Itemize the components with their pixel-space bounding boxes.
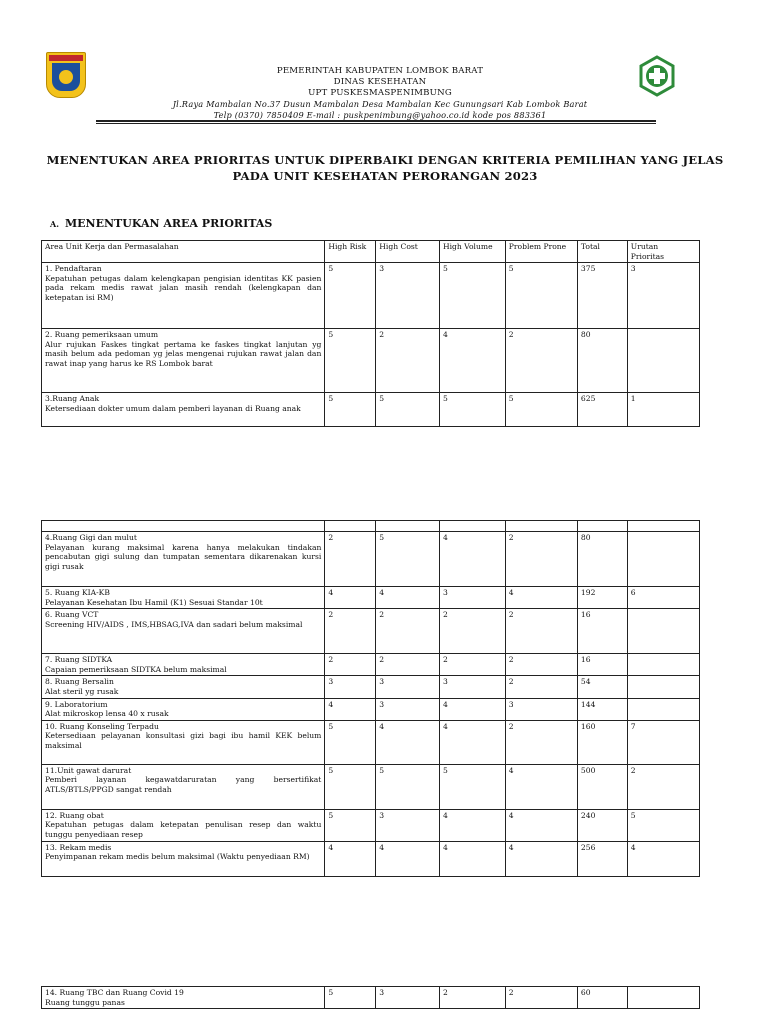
area-problem: Ketersediaan pelayanan konsultasi gizi bagi ibu hamil KEK belum maksimal — [45, 731, 322, 750]
letterhead-rule-thin — [96, 123, 656, 124]
high-risk-cell: 5 — [325, 720, 376, 764]
total-cell: 54 — [577, 676, 627, 698]
total-cell: 500 — [577, 764, 627, 809]
problem-prone-cell: 5 — [505, 393, 577, 427]
table-header-row — [42, 241, 700, 263]
total-cell: 160 — [577, 720, 627, 764]
problem-prone-cell: 4 — [505, 809, 577, 841]
priority-rank-cell: 2 — [627, 764, 699, 809]
letterhead — [0, 0, 768, 130]
high-volume-cell: 2 — [439, 609, 505, 654]
total-cell: 80 — [577, 532, 627, 587]
header-urutan-2: Prioritas — [630, 251, 665, 261]
total-cell: 80 — [577, 329, 627, 393]
problem-prone-cell: 2 — [505, 987, 577, 1009]
total-cell: 256 — [577, 841, 627, 876]
priority-table-page-1 — [41, 240, 700, 427]
area-cell — [42, 263, 325, 329]
table-row — [42, 393, 700, 427]
title-line-2: PADA UNIT KESEHATAN PERORANGAN 2023 — [232, 169, 538, 183]
problem-prone-cell: 2 — [505, 329, 577, 393]
high-cost-cell: 3 — [376, 987, 440, 1009]
table-row — [42, 720, 700, 764]
high-risk-cell: 4 — [325, 698, 376, 720]
high-volume-cell: 4 — [439, 532, 505, 587]
letterhead-text — [100, 66, 660, 121]
area-problem: Alat steril yg rusak — [45, 686, 119, 696]
area-cell — [42, 720, 325, 764]
header-problem-prone: Problem Prone — [505, 241, 577, 263]
document-title — [40, 152, 730, 184]
total-cell: 60 — [577, 987, 627, 1009]
high-risk-cell: 4 — [325, 841, 376, 876]
area-name: 3.Ruang Anak — [45, 394, 100, 404]
priority-rank-cell: 7 — [627, 720, 699, 764]
area-problem: Pemberi layanan kegawatdaruratan yang bersertifikat ATLS/BTLS/PPGD sangat rendah — [45, 775, 322, 794]
high-volume-cell: 5 — [439, 764, 505, 809]
area-cell — [42, 987, 325, 1009]
high-volume-cell: 4 — [439, 809, 505, 841]
high-risk-cell: 3 — [325, 676, 376, 698]
area-name: 13. Rekam medis — [45, 842, 112, 852]
area-problem: Capaian pemeriksaan SIDTKA belum maksimal — [45, 664, 227, 674]
contact-line: Telp (0370) 7850409 E-mail : puskpenimbung@yahoo.co.id kode pos 883361 — [213, 110, 547, 120]
area-problem: Kepatuhan petugas dalam ketepatan penulisan resep dan waktu tunggu penyediaan resep — [45, 820, 322, 839]
area-name: 11.Unit gawat darurat — [45, 765, 132, 775]
high-risk-cell: 5 — [325, 987, 376, 1009]
problem-prone-cell: 2 — [505, 609, 577, 654]
area-cell — [42, 698, 325, 720]
area-cell — [42, 329, 325, 393]
address-line: Jl.Raya Mambalan No.37 Dusun Mambalan Desa Mambalan Kec Gunungsari Kab Lombok Barat — [172, 99, 588, 109]
table-row — [42, 609, 700, 654]
high-cost-cell: 2 — [376, 654, 440, 676]
table-row — [42, 764, 700, 809]
high-cost-cell: 5 — [376, 532, 440, 587]
high-volume-cell: 4 — [439, 720, 505, 764]
area-name: 1. Pendaftaran — [45, 264, 102, 274]
high-volume-cell: 2 — [439, 654, 505, 676]
high-cost-cell: 3 — [376, 698, 440, 720]
header-total: Total — [577, 241, 627, 263]
area-problem: Kepatuhan petugas dalam kelengkapan pengisian identitas KK pasien pada rekam medis rawat jalan masih rendah (kelengkapan dan ketepatan isi RM) — [45, 273, 322, 302]
high-cost-cell: 4 — [376, 587, 440, 609]
high-cost-cell: 4 — [376, 841, 440, 876]
high-volume-cell: 4 — [439, 329, 505, 393]
table-row — [42, 587, 700, 609]
regency-emblem-icon — [46, 52, 86, 98]
area-cell — [42, 532, 325, 587]
high-risk-cell: 5 — [325, 329, 376, 393]
section-heading — [50, 217, 272, 230]
table-row — [42, 698, 700, 720]
high-volume-cell: 5 — [439, 393, 505, 427]
problem-prone-cell: 2 — [505, 720, 577, 764]
area-problem: Screening HIV/AIDS , IMS,HBSAG,IVA dan sadari belum maksimal — [45, 619, 303, 629]
high-volume-cell: 4 — [439, 698, 505, 720]
area-name: 14. Ruang TBC dan Ruang Covid 19 — [45, 988, 184, 997]
high-cost-cell: 4 — [376, 720, 440, 764]
high-risk-cell: 2 — [325, 532, 376, 587]
priority-rank-cell — [627, 329, 699, 393]
priority-rank-cell: 4 — [627, 841, 699, 876]
area-name: 6. Ruang VCT — [45, 610, 99, 620]
high-risk-cell: 5 — [325, 809, 376, 841]
priority-rank-cell — [627, 676, 699, 698]
problem-prone-cell: 3 — [505, 698, 577, 720]
area-cell — [42, 393, 325, 427]
area-problem: Alat mikroskop lensa 40 x rusak — [45, 709, 169, 719]
area-name: 9. Laboratorium — [45, 699, 108, 709]
area-problem: Alur rujukan Faskes tingkat pertama ke faskes tingkat lanjutan yg masih belum ada pedoman yg jelas mengenai rujukan rawat jalan dan rawat inap yang harus ke RS Lombok barat — [45, 339, 322, 368]
high-risk-cell: 5 — [325, 263, 376, 329]
problem-prone-cell: 4 — [505, 841, 577, 876]
area-name: 8. Ruang Bersalin — [45, 677, 114, 687]
priority-rank-cell — [627, 987, 699, 1009]
high-cost-cell: 3 — [376, 676, 440, 698]
area-cell — [42, 676, 325, 698]
table-spacer-row — [42, 521, 700, 532]
area-name: 5. Ruang KIA-KB — [45, 588, 110, 597]
area-problem: Pelayanan kurang maksimal karena hanya melakukan tindakan pencabutan gigi sulung dan tumpatan sementara dikarenakan kursi gigi rusak — [45, 542, 322, 571]
problem-prone-cell: 2 — [505, 532, 577, 587]
table-row — [42, 841, 700, 876]
header-area: Area Unit Kerja dan Permasalahan — [42, 241, 325, 263]
area-name: 10. Ruang Konseling Terpadu — [45, 721, 159, 731]
total-cell: 16 — [577, 609, 627, 654]
priority-rank-cell: 5 — [627, 809, 699, 841]
total-cell: 240 — [577, 809, 627, 841]
priority-rank-cell — [627, 532, 699, 587]
high-cost-cell: 2 — [376, 609, 440, 654]
priority-rank-cell: 6 — [627, 587, 699, 609]
priority-rank-cell — [627, 698, 699, 720]
section-title: MENENTUKAN AREA PRIORITAS — [65, 217, 273, 230]
priority-table-page-3 — [41, 986, 700, 1009]
high-risk-cell: 2 — [325, 609, 376, 654]
header-high-volume: High Volume — [439, 241, 505, 263]
priority-table-page-2 — [41, 520, 700, 877]
letterhead-rule — [96, 120, 656, 122]
high-cost-cell: 5 — [376, 393, 440, 427]
area-name: 7. Ruang SIDTKA — [45, 655, 113, 665]
header-high-risk: High Risk — [325, 241, 376, 263]
high-cost-cell: 3 — [376, 809, 440, 841]
area-problem: Ruang tunggu panas — [45, 997, 125, 1007]
high-volume-cell: 2 — [439, 987, 505, 1009]
area-cell — [42, 654, 325, 676]
total-cell: 16 — [577, 654, 627, 676]
high-volume-cell: 3 — [439, 587, 505, 609]
table-row — [42, 987, 700, 1009]
problem-prone-cell: 4 — [505, 587, 577, 609]
table-row — [42, 676, 700, 698]
title-line-1: MENENTUKAN AREA PRIORITAS UNTUK DIPERBAIKI DENGAN KRITERIA PEMILIHAN YANG JELAS — [46, 153, 724, 167]
priority-rank-cell — [627, 609, 699, 654]
high-volume-cell: 5 — [439, 263, 505, 329]
high-volume-cell: 3 — [439, 676, 505, 698]
priority-rank-cell — [627, 654, 699, 676]
high-cost-cell: 2 — [376, 329, 440, 393]
priority-rank-cell: 3 — [627, 263, 699, 329]
high-cost-cell: 5 — [376, 764, 440, 809]
section-letter: A. — [50, 219, 59, 229]
table-row — [42, 809, 700, 841]
area-problem: Penyimpanan rekam medis belum maksimal (Waktu penyediaan RM) — [45, 852, 310, 862]
unit-name: UPT PUSKESMASPENIMBUNG — [308, 88, 452, 98]
area-cell — [42, 841, 325, 876]
problem-prone-cell: 4 — [505, 764, 577, 809]
header-high-cost: High Cost — [376, 241, 440, 263]
total-cell: 192 — [577, 587, 627, 609]
area-problem: Ketersediaan dokter umum dalam pemberi layanan di Ruang anak — [45, 403, 301, 413]
table-row — [42, 532, 700, 587]
header-urutan — [627, 241, 699, 263]
high-volume-cell: 4 — [439, 841, 505, 876]
high-risk-cell: 4 — [325, 587, 376, 609]
table-row — [42, 263, 700, 329]
area-cell — [42, 764, 325, 809]
priority-rank-cell: 1 — [627, 393, 699, 427]
area-cell — [42, 587, 325, 609]
total-cell: 375 — [577, 263, 627, 329]
total-cell: 625 — [577, 393, 627, 427]
total-cell: 144 — [577, 698, 627, 720]
gov-name: PEMERINTAH KABUPATEN LOMBOK BARAT — [276, 66, 484, 76]
table-row — [42, 329, 700, 393]
high-risk-cell: 5 — [325, 393, 376, 427]
high-risk-cell: 2 — [325, 654, 376, 676]
agency-name: DINAS KESEHATAN — [333, 77, 427, 87]
area-cell — [42, 809, 325, 841]
area-cell — [42, 609, 325, 654]
problem-prone-cell: 5 — [505, 263, 577, 329]
area-name: 2. Ruang pemeriksaan umum — [45, 330, 159, 340]
area-name: 4.Ruang Gigi dan mulut — [45, 533, 137, 542]
high-cost-cell: 3 — [376, 263, 440, 329]
area-name: 12. Ruang obat — [45, 810, 104, 820]
high-risk-cell: 5 — [325, 764, 376, 809]
header-urutan-1: Urutan — [630, 242, 659, 251]
table-row — [42, 654, 700, 676]
problem-prone-cell: 2 — [505, 676, 577, 698]
area-problem: Pelayanan Kesehatan Ibu Hamil (K1) Sesuai Standar 10t — [45, 597, 263, 607]
problem-prone-cell: 2 — [505, 654, 577, 676]
